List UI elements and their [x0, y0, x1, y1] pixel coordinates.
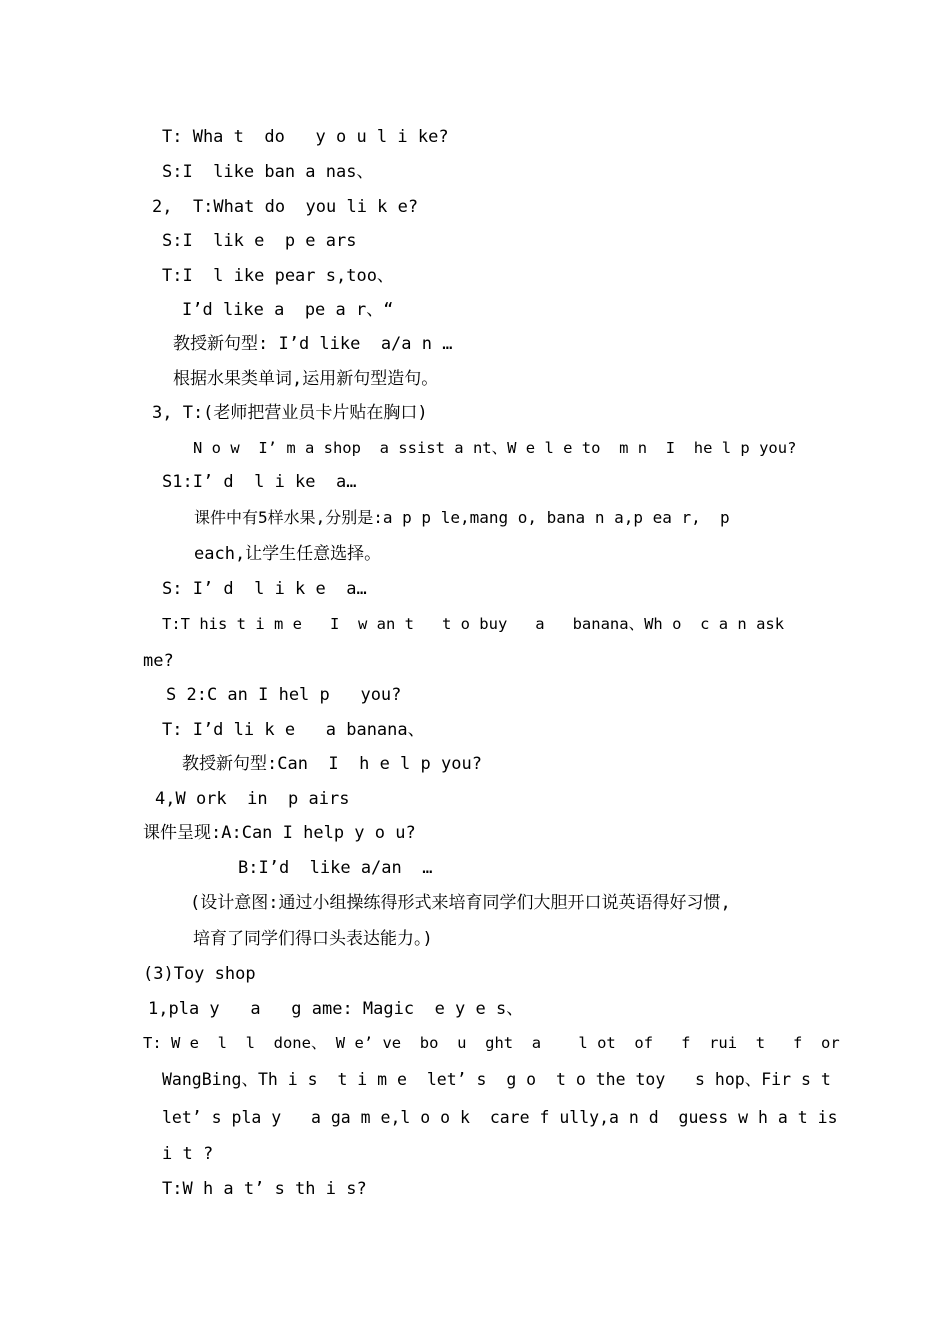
- text-line: T: Wha t do y o u l i ke?: [162, 127, 449, 147]
- text-line: 1,pla y a g ame: Magic e y e s、: [148, 999, 524, 1019]
- text-line: each,让学生任意选择。: [194, 544, 382, 564]
- text-line: 课件呈现:A:Can I help y o u?: [143, 823, 416, 843]
- text-line: 教授新句型:Can I h e l p you?: [182, 754, 482, 774]
- text-line: T: W e l l done、 W e’ ve bo u ght a l ot of f rui t f or: [143, 1034, 840, 1052]
- text-line: S1:I’ d l i ke a…: [162, 472, 357, 492]
- text-line: T:I l ike pear s,too、: [162, 266, 394, 286]
- text-line: T:T his t i m e I w an t t o buy a banana、Wh o c a n ask: [162, 615, 785, 633]
- text-line: S:I like ban a nas、: [162, 162, 374, 182]
- text-line: T:W h a t’ s th i s?: [162, 1179, 367, 1199]
- text-line: i t ?: [162, 1144, 214, 1164]
- text-line: WangBing、Th i s t i m e let’ s g o t o the toy s hop、Fir s t: [162, 1070, 831, 1089]
- text-line: I’d like a pe a r、“: [182, 300, 394, 320]
- text-line: S: I’ d l i k e a…: [162, 579, 367, 599]
- text-line: me?: [143, 651, 174, 671]
- text-line: (设计意图:通过小组操练得形式来培育同学们大胆开口说英语得好习惯,: [190, 893, 731, 913]
- text-line: 教授新句型: I’d like a/a n …: [173, 334, 453, 354]
- text-line: (3)Toy shop: [143, 964, 256, 984]
- text-line: N o w I’ m a shop a ssist a nt、W e l e to m n I he l p you?: [193, 439, 797, 457]
- text-line: 2, T:What do you li k e?: [152, 197, 419, 217]
- text-line: 4,W ork in p airs: [155, 789, 350, 809]
- text-line: S:I lik e p e ars: [162, 231, 357, 251]
- text-line: 根据水果类单词,运用新句型造句。: [173, 369, 439, 389]
- text-line: S 2:C an I hel p you?: [166, 685, 402, 705]
- text-line: T: I’d li k e a banana、: [162, 720, 425, 740]
- text-line: B:I’d like a/an …: [238, 858, 433, 878]
- text-line: let’ s pla y a ga m e,l o o k care f ully,a n d guess w h a t is: [162, 1108, 838, 1127]
- text-line: 课件中有5样水果,分别是:a p p le,mang o, bana n a,p ea r, p: [194, 508, 730, 527]
- text-line: 培育了同学们得口头表达能力。): [193, 929, 433, 949]
- text-line: 3, T:(老师把营业员卡片贴在胸口): [152, 403, 428, 423]
